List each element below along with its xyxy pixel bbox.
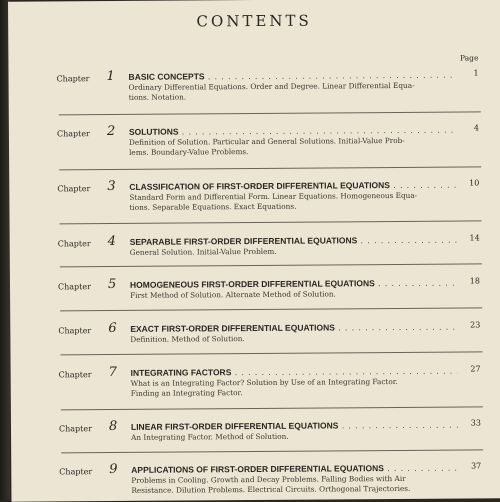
- divider-rule: [61, 449, 483, 453]
- chapter-label: Chapter: [57, 184, 91, 194]
- divider-rule: [59, 166, 481, 170]
- chapter-page: 1: [473, 68, 479, 78]
- divider-rule: [60, 263, 482, 267]
- chapter-label: Chapter: [59, 467, 93, 477]
- chapter-label: Chapter: [56, 74, 90, 84]
- chapter-number: 8: [108, 418, 118, 435]
- chapter-page: 33: [470, 418, 481, 428]
- chapter-number: 7: [108, 364, 117, 381]
- chapter-title[interactable]: SEPARABLE FIRST-ORDER DIFFERENTIAL EQUATIONS . . .: [130, 235, 457, 247]
- toc-entry-7[interactable]: [11, 362, 500, 398]
- divider-rule: [60, 307, 482, 311]
- chapter-number: 1: [106, 68, 115, 85]
- chapter-page: 18: [469, 276, 480, 286]
- chapter-description: An Integrating Factor. Method of Solution.: [131, 431, 289, 442]
- page-title: CONTENTS: [196, 11, 312, 31]
- chapter-description: Standard Form and Differential Form. Linear Equations. Homogeneous Equa- tions. Separable Equations. Exact Equations.: [129, 190, 418, 212]
- chapter-description: General Solution. Initial-Value Problem.: [129, 246, 277, 257]
- chapter-number: 3: [107, 178, 116, 195]
- toc-entry-5[interactable]: [10, 274, 500, 300]
- toc-entry-8[interactable]: [11, 416, 500, 442]
- chapter-label: Chapter: [58, 424, 92, 434]
- toc-entry-6[interactable]: [10, 318, 500, 344]
- chapter-label: Chapter: [58, 370, 92, 380]
- divider-rule: [60, 220, 482, 224]
- chapter-number: 6: [108, 320, 117, 337]
- chapter-title[interactable]: INTEGRATING FACTORS . . .: [131, 366, 458, 378]
- divider-rule: [61, 406, 483, 410]
- chapter-description: Definition of Solution. Particular and General Solutions. Initial-Value Prob- lems. Boundary-Value Problems.: [128, 135, 405, 157]
- toc-entry-3[interactable]: [9, 176, 500, 212]
- chapter-page: 23: [470, 320, 481, 330]
- chapter-page: 10: [469, 178, 480, 188]
- chapter-label: Chapter: [57, 282, 91, 292]
- chapter-description: What is an Integrating Factor? Solution by Use of an Integrating Factor. Finding an Integrating Factor.: [130, 377, 398, 398]
- chapter-label: Chapter: [56, 129, 90, 139]
- chapter-label: Chapter: [57, 239, 91, 249]
- chapter-number: 2: [106, 123, 116, 140]
- chapter-page: 27: [470, 364, 481, 374]
- toc-entry-1[interactable]: [8, 66, 500, 102]
- chapter-title[interactable]: BASIC CONCEPTS . . .: [128, 70, 455, 82]
- chapter-number: 5: [107, 276, 117, 293]
- chapter-label: Chapter: [58, 326, 92, 336]
- divider-rule: [59, 111, 481, 115]
- chapter-title[interactable]: HOMOGENEOUS FIRST-ORDER DIFFERENTIAL EQUATIONS . . .: [130, 278, 457, 290]
- chapter-description: First Method of Solution. Alternate Method of Solution.: [130, 289, 336, 300]
- chapter-title[interactable]: LINEAR FIRST-ORDER DIFFERENTIAL EQUATIONS . . .: [131, 420, 458, 432]
- chapter-number: 9: [109, 461, 118, 478]
- chapter-page: 14: [469, 233, 480, 243]
- chapter-page: 37: [471, 461, 482, 471]
- chapter-description: Definition. Method of Solution.: [130, 334, 245, 344]
- chapter-title[interactable]: CLASSIFICATION OF FIRST-ORDER DIFFERENTIAL EQUATIONS . . .: [129, 180, 456, 192]
- chapter-description: Ordinary Differential Equations. Order and Degree. Linear Differential Equa- tions. Notation.: [128, 80, 415, 102]
- chapter-description: Problems in Cooling. Growth and Decay Problems. Falling Bodies with Air Resistance. Dilution Problems. Electrical Circuits. Orthogonal Trajectories.: [131, 473, 411, 495]
- toc-entry-4[interactable]: [10, 231, 500, 257]
- contents-page: [8, 0, 500, 502]
- divider-rule: [60, 351, 482, 355]
- chapter-title[interactable]: EXACT FIRST-ORDER DIFFERENTIAL EQUATIONS . . .: [130, 322, 457, 334]
- chapter-title[interactable]: APPLICATIONS OF FIRST-ORDER DIFFERENTIAL EQUATIONS . . .: [131, 463, 458, 475]
- toc-entry-2[interactable]: [9, 121, 500, 157]
- toc-entry-9[interactable]: [11, 459, 500, 495]
- chapter-title[interactable]: SOLUTIONS . . .: [129, 125, 456, 137]
- page-column-header: Page: [459, 53, 479, 63]
- chapter-page: 4: [473, 123, 479, 133]
- chapter-number: 4: [107, 233, 117, 250]
